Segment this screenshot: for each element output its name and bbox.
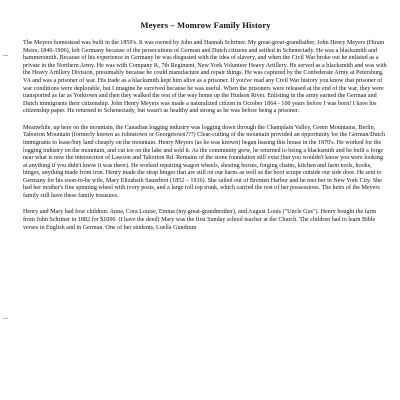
document-title: Meyers – Momrow Family History [140,20,271,30]
scan-margin-mark [3,55,8,56]
scan-margin-mark [3,318,8,319]
paragraph-mountain-logging: Meanwhile, up here on the mountain, the Canadian logging industry was logging down through the Champlain Valley, Green Mountains, Berlin, Taborton Mountain (formerly known as Johnstown or Georgetown???) Clear-cutting of the mountain provided an opportunity for the German/Dutch immigrants to lease/buy land cheaply on the mountain. Henry Meyers (as he was known) began leasing this house in the 1870's. He worked for the logging industry on the mountain, and cut ice on the lake and sold it. As the community grew, he returned to being a blacksmith and he built a forge near what is now the intersection of Lawson and Taborton Rd. Remains of the stone foundation still exist (but you wouldn't know you were looking at anything if you didn't know it was there). He worked repairing wagon wheels, shoeing horses, forging chains, kitchen and farm tools, hooks, hinges, anything made from iron. Henry made the strap hinges that are still on our barns as well as the boot scrape outside our side door. He sent to Germany for his soon-to-be wife, Mary Elizabeth Sauerbrei (1852 – 1916). She sailed out of Bremen Harbor and he met her in New York City. She had her mother's fine spinning wheel with ivory posts, and a large roll top trunk, which carried the rest of her possessions. The heirs of the Meyers family still have these family treasures. [23,124,385,200]
paragraph-homestead-history: The Meyers homestead was built in the 1850's. It was owned by John and Hannah Schriner. My great-great-grandfather, John Henry Meyers (Hiram Meirs, 1840-1906), left Germany because of the persecutions of German and Dutch citizens and settled in Schenectady. He was a blacksmith and hammersmith. Because of his experience in Germany he was disgusted with the idea of slavery, and when the Civil War broke out he enlisted as a private in the Northern Army. He was with Company K, 7th Regiment, New York Volunteer Heavy Artillery. He served as a blacksmith and was with the Heavy Artillery Division, presumably because he could manufacture and repair things. He was captured by the Confederate Army at Petersburg, VA and was a prisoner of war. His trade as a blacksmith kept him alive as a prisoner. If you've read any Civil War history you know that prisoner of war conditions were deplorable, but I imagine he survived because he was useful. When the prisoners were released at the end of the war, they were transported as far as Yorktown and then they walked the rest of the way home up the Hudson River. Enlisting in the army earned the German and Dutch immigrants their citizenship. John Henry Meyers was made a naturalized citizen in October 1864 - 100 years before I was born! I have his citizenship paper. He returned to Schenectady, but wasn't as healthy and strong as he was before being a prisoner. [23,40,387,115]
paragraph-children: Henry and Mary had four children: Anna, Cora Louise, Emma (my great-grandmother), and August Louis ("Uncle Gus"). Henry bought the farm from John Schriner in 1882 for $1000. (I have the deed) Mary was the first Sunday school teacher at the Church. The children had to learn Bible verses in English and in German. One of her students, Luella Gundrum [23,209,377,231]
